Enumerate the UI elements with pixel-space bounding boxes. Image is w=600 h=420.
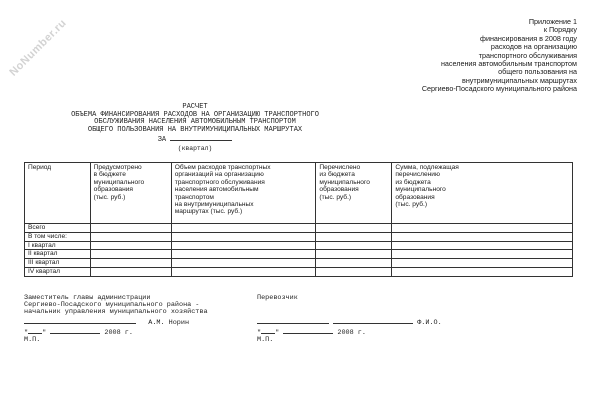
heading-period-hint: (квартал): [177, 144, 213, 152]
table-cell: [90, 259, 171, 268]
date-year: 2008 г.: [337, 328, 366, 337]
column-header: Период: [25, 163, 91, 224]
table-cell: [392, 232, 573, 241]
table-header-row: [25, 163, 573, 224]
appendix-block: [407, 18, 577, 94]
name-blank: [333, 317, 413, 324]
signature-line: [24, 317, 136, 324]
month-blank: [283, 327, 333, 334]
signature-line: [257, 317, 329, 324]
period-blank-line: [170, 134, 232, 141]
signer-title-line: начальник управления муниципального хозяйства: [24, 308, 208, 317]
signature-block-carrier: [257, 295, 442, 344]
row-label: В том числе:: [25, 232, 91, 241]
signer-title-line: Сергиево-Посадского муниципального района -: [24, 301, 200, 310]
table-cell: [171, 259, 316, 268]
appendix-line: транспортного обслуживания: [478, 50, 577, 60]
financing-table: [24, 162, 573, 277]
heading-line: ОБЩЕГО ПОЛЬЗОВАНИЯ НА ВНУТРИМУНИЦИПАЛЬНЫХ МАРШРУТАХ: [87, 125, 303, 134]
table-row: [25, 267, 573, 276]
table-row: [25, 259, 573, 268]
table-cell: [392, 241, 573, 250]
day-blank: [261, 327, 275, 334]
heading-title: РАСЧЕТ: [182, 103, 208, 111]
column-header: Предусмотрено в бюджете муниципального образования (тыс. руб.): [90, 163, 171, 224]
stamp-place: М.П.: [257, 336, 274, 345]
appendix-line: к Порядку: [543, 25, 577, 35]
table-row: [25, 224, 573, 233]
fio-label: Ф.И.О.: [417, 318, 442, 327]
day-blank: [28, 327, 42, 334]
heading-period-row: [60, 134, 330, 145]
carrier-title: Перевозчик: [257, 294, 298, 302]
row-label: I квартал: [25, 241, 91, 250]
column-header: Сумма, подлежащая перечислению из бюджета муниципального образования (тыс. руб.): [392, 163, 573, 224]
table-cell: [316, 232, 392, 241]
table-cell: [90, 232, 171, 241]
date-row: " " 2008 г.: [24, 328, 133, 337]
stamp-place: М.П.: [24, 336, 41, 345]
signer-title-line: Заместитель главы администрации: [24, 294, 151, 302]
table-cell: [392, 267, 573, 276]
signer-name: А.М. Норин: [148, 318, 190, 327]
column-header: Перечислено из бюджета муниципального образования (тыс. руб.): [316, 163, 392, 224]
heading-za: ЗА: [157, 136, 167, 145]
appendix-line: населения автомобильным транспортом: [440, 59, 577, 69]
date-year: 2008 г.: [104, 328, 133, 337]
table-cell: [316, 250, 392, 259]
signature-block-administration: [24, 295, 208, 344]
appendix-line: Приложение 1: [528, 17, 577, 26]
month-blank: [50, 327, 100, 334]
table-row: [25, 241, 573, 250]
table-cell: [90, 250, 171, 259]
table-cell: [316, 259, 392, 268]
table-cell: [90, 241, 171, 250]
table-row: [25, 232, 573, 241]
heading-line: ОБЪЕМА ФИНАНСИРОВАНИЯ РАСХОДОВ НА ОРГАНИЗАЦИЮ ТРАНСПОРТНОГО: [71, 110, 319, 119]
table-cell: [392, 224, 573, 233]
watermark: NoNumber.ru: [7, 17, 69, 79]
row-label: IV квартал: [25, 267, 91, 276]
row-label: III квартал: [25, 259, 91, 268]
table-cell: [171, 267, 316, 276]
appendix-line: финансирования в 2008 году: [480, 33, 577, 43]
heading-line: ОБСЛУЖИВАНИЯ НАСЕЛЕНИЯ АВТОМОБИЛЬНЫМ ТРАНСПОРТОМ: [94, 118, 296, 127]
table-cell: [171, 241, 316, 250]
document-heading: [60, 104, 330, 153]
appendix-line: внутримуниципальных маршрутах: [462, 75, 577, 85]
table-cell: [90, 267, 171, 276]
table-cell: [171, 250, 316, 259]
appendix-line: расходов на организацию: [490, 42, 577, 52]
table-cell: [392, 250, 573, 259]
table-row: [25, 250, 573, 259]
table-cell: [90, 224, 171, 233]
appendix-line: общего пользования на: [498, 67, 577, 77]
row-label: II квартал: [25, 250, 91, 259]
table-cell: [316, 267, 392, 276]
table-cell: [171, 224, 316, 233]
table-cell: [316, 241, 392, 250]
column-header: Объем расходов транспортных организаций на организацию транспортного обслуживания населения автомобильным транспортом на внутримуниципальных маршрутах (тыс. руб.): [171, 163, 316, 224]
signer-name-row: [24, 317, 208, 327]
table-cell: [171, 232, 316, 241]
carrier-name-row: [257, 317, 442, 327]
date-row: " " 2008 г.: [257, 328, 366, 337]
row-label: Всего: [25, 224, 91, 233]
table-cell: [316, 224, 392, 233]
appendix-line: Сергиево-Посадского муниципального района: [421, 84, 577, 94]
table-cell: [392, 259, 573, 268]
